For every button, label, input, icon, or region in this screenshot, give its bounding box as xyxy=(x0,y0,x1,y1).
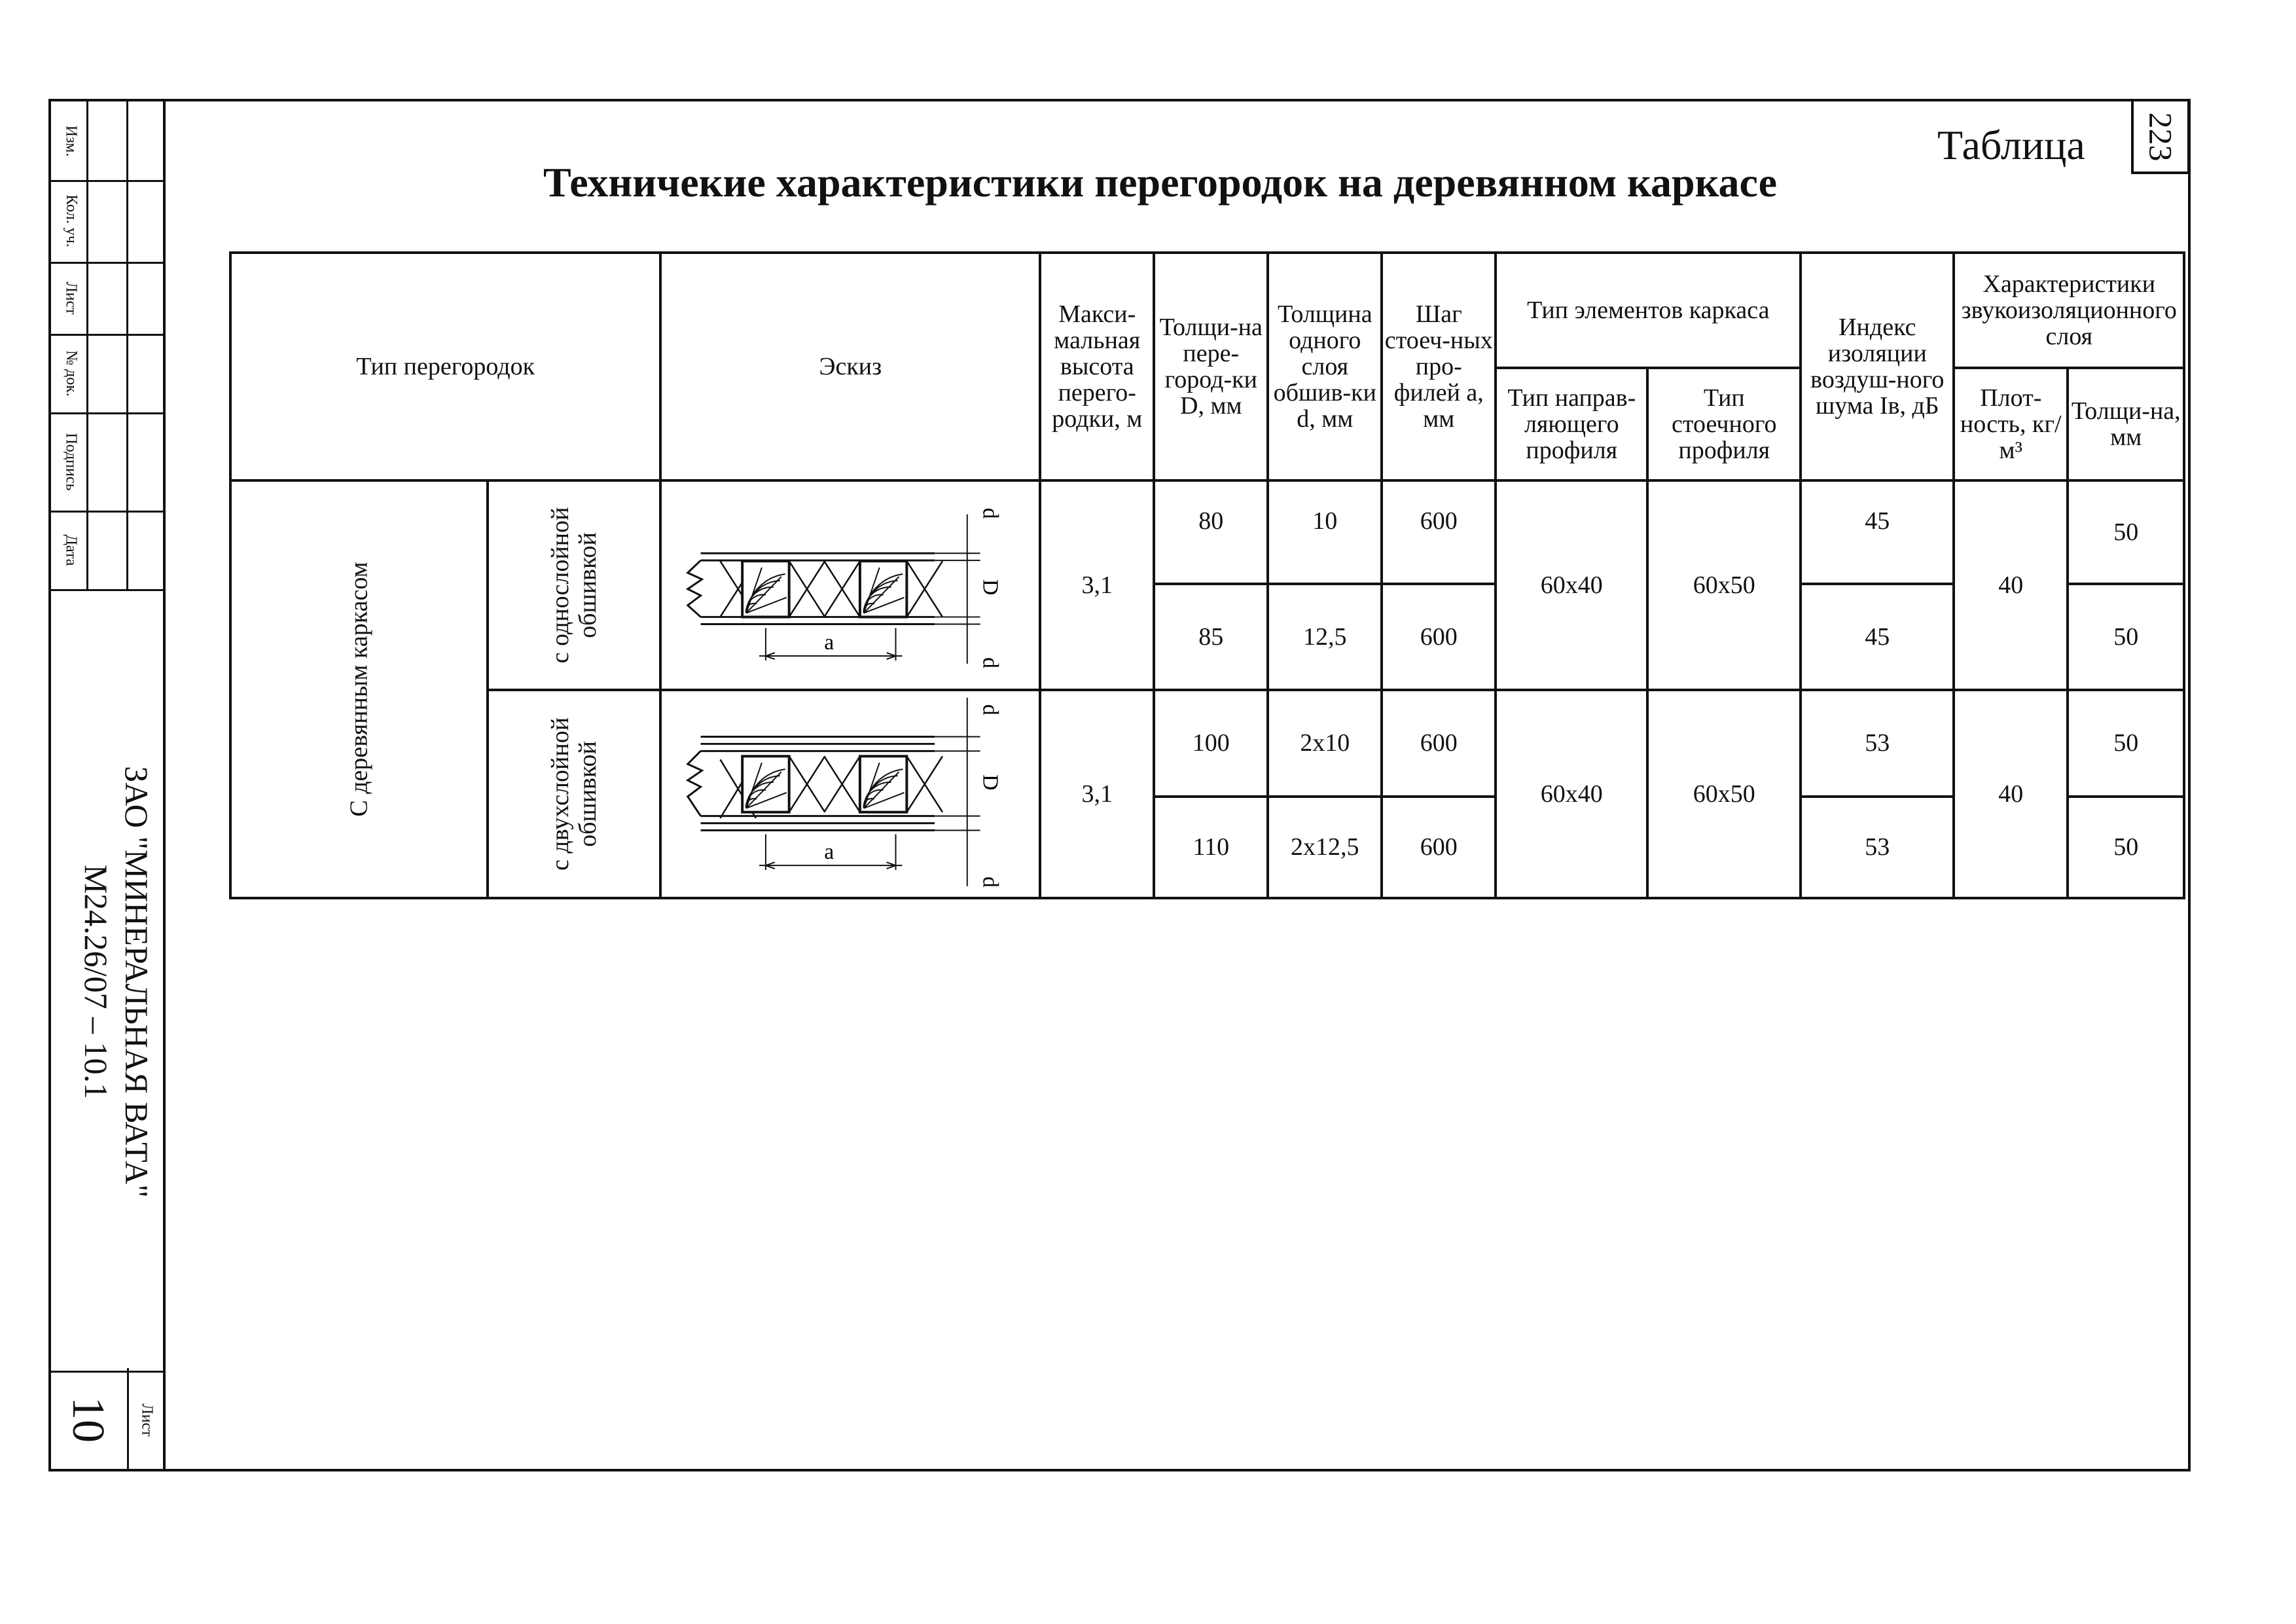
cell-layer-thickness: 2x12,5 xyxy=(1268,797,1382,898)
cell-layer-thickness: 2x10 xyxy=(1268,690,1382,797)
sketch-label-d-top: d xyxy=(978,704,1003,715)
max-height-cell: 3,1 xyxy=(1040,690,1154,898)
table-label: Таблица xyxy=(1937,122,2085,168)
header-stud-profile: Тип стоечного профиля xyxy=(1647,368,1801,480)
cell-stud-step: 600 xyxy=(1382,480,1496,584)
subtype-label: с однослойной обшивкой xyxy=(547,507,602,664)
stamp-col-kol: Кол. уч. xyxy=(62,194,80,247)
cell-layer-thickness-mm: 50 xyxy=(2068,797,2184,898)
max-height-cell: 3,1 xyxy=(1040,480,1154,690)
single-layer-partition-sketch xyxy=(662,482,1039,689)
cell-layer-thickness: 12,5 xyxy=(1268,584,1382,689)
sketch-label-D: D xyxy=(978,774,1003,791)
stamp-col-list: Лист xyxy=(62,281,80,315)
header-layer-thickness: Толщина одного слоя обшив-ки d, мм xyxy=(1268,253,1382,480)
stamp-col-doc: № док. xyxy=(62,350,80,397)
header-sound-layer: Характеристики звукоизоляционного слоя xyxy=(1954,253,2184,368)
cell-noise-index: 53 xyxy=(1801,690,1954,797)
header-frame-elements: Тип элементов каркаса xyxy=(1496,253,1801,368)
header-type: Тип перегородок xyxy=(230,253,660,480)
group-label: С деревянным каркасом xyxy=(345,562,373,817)
double-layer-partition-sketch xyxy=(662,691,1039,897)
cell-stud-step: 600 xyxy=(1382,797,1496,898)
header-stud-step: Шаг стоеч-ных про-филей а, мм xyxy=(1382,253,1496,480)
stamp-col-sign: Подпись xyxy=(62,432,80,491)
cell-thickness: 110 xyxy=(1154,797,1268,898)
sketch-label-d-top: d xyxy=(978,507,1003,519)
document-code: М24.26/07 – 10.1 xyxy=(78,864,115,1100)
sketch-label-d-bottom: d xyxy=(978,657,1003,669)
strip-divider xyxy=(126,101,128,589)
sketch-label-a: a xyxy=(824,840,834,865)
header-density: Плот-ность, кг/м³ xyxy=(1954,368,2068,480)
sketch-label-d-bottom: d xyxy=(978,876,1003,888)
header-sketch: Эскиз xyxy=(660,253,1040,480)
cell-thickness: 85 xyxy=(1154,584,1268,689)
organization-stamp xyxy=(77,753,156,1211)
sketch-double-layer xyxy=(660,690,1040,898)
header-noise-index: Индекс изоляции воздуш-ного шума Iв, дБ xyxy=(1801,253,1954,480)
organization-name: ЗАО "МИНЕРАЛЬНАЯ ВАТА" xyxy=(118,766,156,1198)
cell-guide-profile: 60x40 xyxy=(1496,480,1647,690)
subtype-cell xyxy=(488,480,660,690)
sketch-label-D: D xyxy=(978,579,1003,596)
cell-stud-step: 600 xyxy=(1382,584,1496,689)
header-thickness: Толщи-на пере-город-ки D, мм xyxy=(1154,253,1268,480)
header-guide-profile: Тип направ-ляющего профиля xyxy=(1496,368,1647,480)
cell-layer-thickness-mm: 50 xyxy=(2068,690,2184,797)
cell-guide-profile: 60x40 xyxy=(1496,690,1647,898)
sketch-label-a: a xyxy=(824,630,834,655)
subtype-cell xyxy=(488,690,660,898)
sheet-number-box xyxy=(48,1368,166,1471)
page-title: Техничекие характеристики перегородок на деревянном каркасе xyxy=(543,159,1778,206)
cell-layer-thickness: 10 xyxy=(1268,480,1382,584)
cell-noise-index: 45 xyxy=(1801,480,1954,584)
cell-density: 40 xyxy=(1954,690,2068,898)
page-number: 223 xyxy=(2142,112,2179,161)
sheet-number: 10 xyxy=(63,1397,113,1443)
strip-line xyxy=(51,589,163,591)
stamp-col-izm: Изм. xyxy=(62,125,80,156)
group-label-cell xyxy=(230,480,488,898)
page-number-box xyxy=(2131,99,2190,174)
cell-stud-profile: 60x50 xyxy=(1647,690,1801,898)
subtype-label: с двухслойной обшивкой xyxy=(547,717,602,871)
cell-noise-index: 53 xyxy=(1801,797,1954,898)
cell-thickness: 100 xyxy=(1154,690,1268,797)
cell-stud-profile: 60x50 xyxy=(1647,480,1801,690)
sketch-single-layer xyxy=(660,480,1040,690)
header-layer-thickness-mm: Толщи-на, мм xyxy=(2068,368,2184,480)
cell-noise-index: 45 xyxy=(1801,584,1954,689)
cell-layer-thickness-mm: 50 xyxy=(2068,480,2184,584)
cell-stud-step: 600 xyxy=(1382,690,1496,797)
header-max-height: Макси-мальная высота перего-родки, м xyxy=(1040,253,1154,480)
cell-thickness: 80 xyxy=(1154,480,1268,584)
cell-density: 40 xyxy=(1954,480,2068,690)
partition-specs-table xyxy=(229,251,2185,899)
stamp-col-date: Дата xyxy=(62,534,80,566)
cell-layer-thickness-mm: 50 xyxy=(2068,584,2184,689)
sheet-label: Лист xyxy=(138,1403,156,1437)
